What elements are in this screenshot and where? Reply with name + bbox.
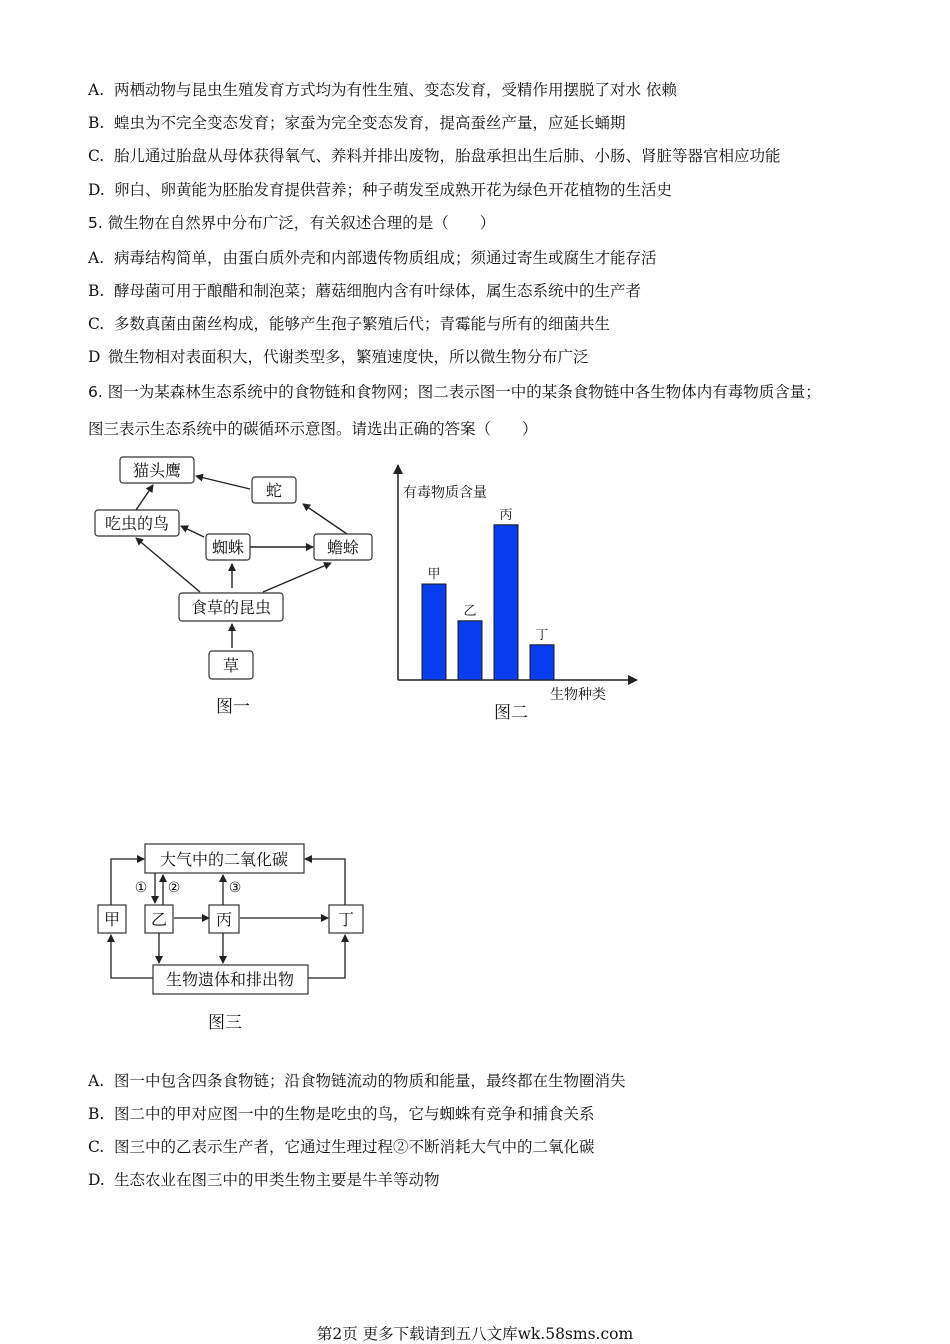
q5-stem: 5. 微生物在自然界中分布广泛，有关叙述合理的是（ ） (88, 214, 496, 232)
bar-label-0: 甲 (427, 567, 441, 582)
node-remains: 生物遗体和排出物 (165, 970, 295, 989)
q5-option-b: B. 酵母菌可用于酿醋和制泡菜；蘑菇细胞内含有叶绿体，属生态系统中的生产者 (88, 282, 642, 300)
mark-2: ② (167, 880, 181, 896)
node-grass: 草 (222, 656, 240, 675)
bar-label-1: 乙 (463, 603, 477, 619)
q4-option-b: B. 蝗虫为不完全变态发育；家蚕为完全变态发育，提高蚕丝产量，应延长蛹期 (88, 114, 626, 132)
node-yi: 乙 (150, 910, 168, 929)
x-axis-label: 生物种类 (550, 687, 606, 703)
q5-option-c: C. 多数真菌由菌丝构成，能够产生孢子繁殖后代；青霉能与所有的细菌共生 (88, 315, 611, 333)
y-axis-label: 有毒物质含量 (403, 485, 487, 501)
q5-option-a: A. 病毒结构简单，由蛋白质外壳和内部遗传物质组成；须通过寄生或腐生才能存活 (88, 249, 657, 267)
node-owl: 猫头鹰 (132, 461, 182, 480)
bar-label-2: 丙 (499, 507, 513, 523)
figure1-caption: 图一 (216, 697, 250, 717)
q6-option-b: B. 图二中的甲对应图一中的生物是吃虫的鸟，它与蜘蛛有竞争和捕食关系 (88, 1105, 595, 1123)
q6-option-d: D. 生态农业在图三中的甲类生物主要是牛羊等动物 (88, 1171, 440, 1189)
figure2-caption: 图二 (494, 703, 528, 723)
q4-option-a: A. 两栖动物与昆虫生殖发育方式均为有性生殖、变态发育，受精作用摆脱了对水 依赖 (88, 81, 677, 99)
q5-option-d: D 微生物相对表面积大，代谢类型多，繁殖速度快，所以微生物分布广泛 (88, 348, 589, 366)
mark-1: ① (134, 880, 148, 896)
q4-option-d: D. 卵白、卵黄能为胚胎发育提供营养；种子萌发至成熟开花为绿色开花植物的生活史 (88, 181, 673, 199)
bar-2 (494, 525, 518, 680)
node-snake: 蛇 (265, 481, 283, 500)
node-bing: 丙 (215, 910, 233, 929)
mark-3: ③ (228, 880, 242, 896)
q6-stem-line1: 6. 图一为某森林生态系统中的食物链和食物网；图二表示图一中的某条食物链中各生物体内有毒物质含量； (88, 383, 821, 401)
q4-option-c: C. 胎儿通过胎盘从母体获得氧气、养料并排出废物，胎盘承担出生后肺、小肠、肾脏等器官相应功能 (88, 147, 781, 165)
node-insect: 食草的昆虫 (190, 598, 272, 617)
q6-stem-line2: 图三表示生态系统中的碳循环示意图。请选出正确的答案（ ） (88, 420, 538, 438)
q6-option-c: C. 图三中的乙表示生产者，它通过生理过程②不断消耗大气中的二氧化碳 (88, 1138, 595, 1156)
bar-label-3: 丁 (535, 627, 549, 643)
node-spider: 蜘蛛 (211, 538, 245, 557)
figure3-caption: 图三 (208, 1013, 242, 1033)
figure2-bar-chart (385, 455, 650, 725)
bar-3 (530, 645, 554, 680)
node-ding: 丁 (337, 910, 355, 929)
node-atm: 大气中的二氧化碳 (159, 850, 289, 869)
figure3-carbon-cycle (90, 835, 380, 1040)
node-bird: 吃虫的鸟 (104, 514, 170, 533)
bar-1 (458, 621, 482, 680)
figure1-food-web (85, 445, 385, 725)
page-footer: 第2页 更多下载请到五八文库wk.58sms.com (316, 1325, 634, 1343)
bar-0 (422, 584, 446, 680)
node-jia: 甲 (103, 910, 121, 929)
q6-option-a: A. 图一中包含四条食物链；沿食物链流动的物质和能量，最终都在生物圈消失 (88, 1072, 626, 1090)
node-toad: 蟾蜍 (326, 538, 360, 557)
